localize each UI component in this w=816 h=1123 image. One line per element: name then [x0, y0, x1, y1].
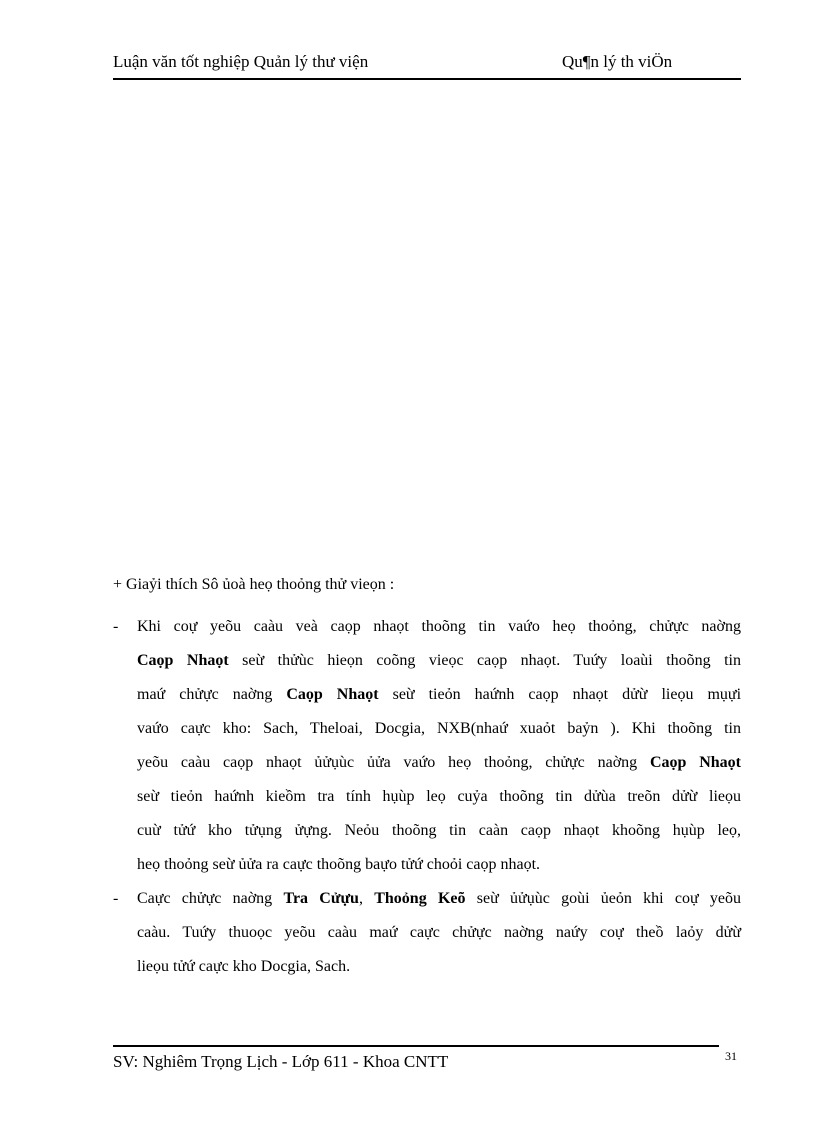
function-name: Caọp Nhaọt: [137, 652, 229, 669]
paragraph-line: [137, 814, 741, 848]
page-header: [113, 52, 741, 80]
paragraph-line: [137, 848, 741, 882]
text-run: yeõu caàu caọp nhaọt ủửụùc ủửa vaứo heọ thoỏng, chửực naờng: [137, 754, 650, 771]
paragraph-line: [137, 712, 741, 746]
function-name: Tra Cửựu: [283, 890, 359, 907]
text-run: cuừ tửứ kho tửụng ửựng. Neỏu thoõng tin caàn caọp nhaọt khoõng hụùp leọ,: [137, 822, 741, 839]
text-run: Khi coự yeõu caàu veà caọp nhaọt thoõng tin vaứo heọ thoỏng, chửực naờng: [137, 618, 741, 635]
text-run: seừ tieỏn haứnh caọp nhaọt dửừ lieọu mụựi: [378, 686, 742, 703]
text-run: seừ thửùc hieọn coõng vieọc caọp nhaọt. Tuứy loaùi thoõng tin: [228, 652, 742, 669]
function-name: Caọp Nhaọt: [649, 754, 742, 771]
section-heading: + Giaỷi thích Sô ủoà heọ thoỏng thử vieọn :: [113, 576, 395, 593]
footer-author: SV: Nghiêm Trọng Lịch - Lớp 611 - Khoa CNTT: [113, 1052, 449, 1071]
bullet-dash: -: [113, 618, 119, 635]
paragraph-line: [137, 746, 741, 780]
footer-divider: [113, 1045, 719, 1047]
text-run: lieọu tửứ caực kho Docgia, Sach.: [137, 958, 351, 975]
paragraph-line: [137, 678, 741, 712]
text-run: seừ tieỏn haứnh kieồm tra tính hụùp leọ cuỷa thoõng tin dửùa treõn dửừ lieọu: [137, 788, 741, 805]
bullet-dash: -: [113, 890, 119, 907]
paragraph-line: [137, 916, 741, 950]
text-run: seừ ủửụùc goùi ủeỏn khi coự yeõu: [465, 890, 742, 907]
function-name: Thoỏng Keõ: [374, 890, 466, 907]
paragraph-line: [137, 610, 741, 644]
paragraph-line: [137, 950, 741, 984]
text-run: maứ chửực naờng: [137, 686, 287, 703]
header-title-left: Luận văn tốt nghiệp Quản lý thư viện: [113, 52, 369, 71]
text-run: caàu. Tuứy thuoọc yeõu caàu maứ caực chửực naờng naứy coự theồ laỏy dửừ: [137, 924, 741, 941]
paragraph-line: [137, 644, 741, 678]
text-run: ,: [358, 890, 375, 907]
function-name: Caọp Nhaọt: [286, 686, 379, 703]
page-number: 31: [725, 1049, 737, 1063]
header-title-right: Qu¶n lý th viÖn: [562, 52, 673, 71]
paragraph-line: [137, 780, 741, 814]
text-run: vaứo caực kho: Sach, Theloai, Docgia, NXB(nhaứ xuaỏt baỷn ). Khi thoõng tin: [137, 720, 741, 737]
text-run: heọ thoỏng seừ ủửa ra caực thoõng baựo tửứ choỏi caọp nhaọt.: [137, 856, 541, 873]
text-run: Caực chửực naờng: [137, 890, 284, 907]
paragraph-line: [137, 882, 741, 916]
